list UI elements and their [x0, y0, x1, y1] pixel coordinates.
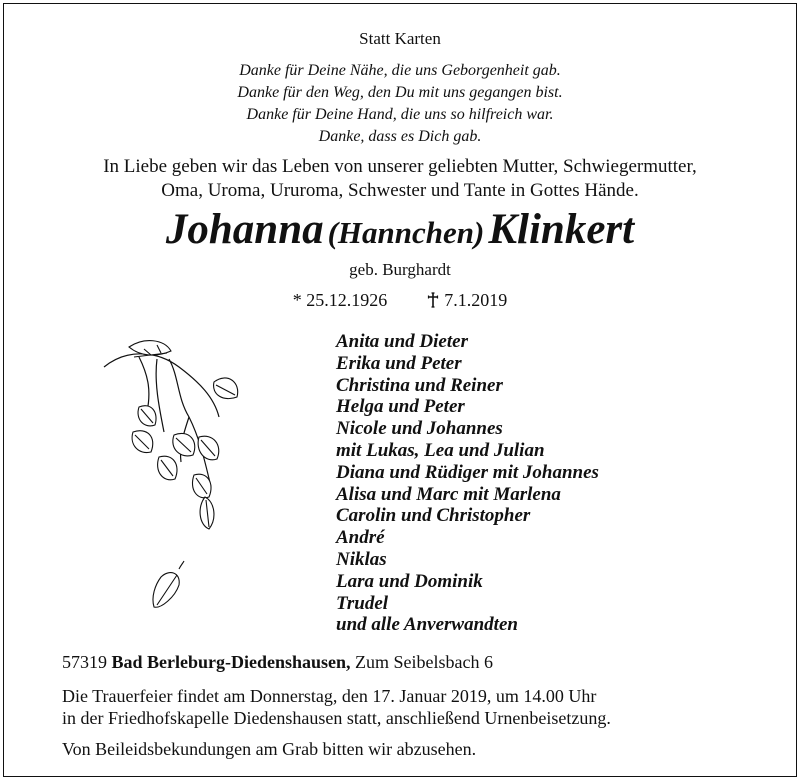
- list-item: Anita und Dieter: [336, 331, 468, 352]
- list-item: Trudel: [336, 592, 389, 614]
- intro-line: Oma, Uroma, Ururoma, Schwester und Tante in Gottes Hände.: [161, 180, 639, 201]
- address-street: Zum Seibelsbach 6: [355, 652, 494, 672]
- address-postcode: 57319: [62, 652, 107, 672]
- life-dates: [4, 290, 796, 311]
- obituary-notice: [3, 3, 797, 777]
- address-place: Bad Berleburg-Diedenshausen,: [111, 652, 351, 672]
- mourner-list: [336, 331, 599, 636]
- nickname: (Hannchen): [327, 215, 485, 250]
- poem-line: Danke für Deine Nähe, die uns Geborgenheit gab.: [239, 62, 561, 79]
- poem: [4, 60, 796, 148]
- birth-date: * 25.12.1926: [292, 290, 388, 310]
- list-item: Carolin und Christopher: [336, 505, 531, 527]
- list-item: Lara und Dominik: [336, 570, 483, 592]
- funeral-line: Die Trauerfeier findet am Donnerstag, den 17. Januar 2019, um 14.00 Uhr: [62, 686, 597, 706]
- list-item: Niklas: [336, 548, 387, 570]
- cross-icon: [427, 292, 439, 308]
- list-item: Helga und Peter: [336, 396, 465, 418]
- first-name: Johanna: [165, 206, 324, 253]
- list-item: Erika und Peter: [336, 352, 462, 374]
- funeral-line: in der Friedhofskapelle Diedenshausen statt, anschließend Urnenbeisetzung.: [62, 708, 611, 728]
- list-item: Christina und Reiner: [336, 374, 503, 396]
- poem-line: Danke für den Weg, den Du mit uns gegangen bist.: [237, 84, 563, 101]
- list-item: und alle Anverwandten: [336, 614, 518, 636]
- list-item: Diana und Rüdiger mit Johannes: [336, 461, 599, 483]
- intro-text: [4, 155, 796, 203]
- condolence-note: Von Beileidsbekundungen am Grab bitten wir abzusehen.: [62, 739, 477, 759]
- maiden-name: geb. Burghardt: [349, 260, 451, 279]
- list-item: Nicole und Johannes: [336, 418, 503, 440]
- deceased-name: [4, 205, 796, 264]
- list-item: André: [336, 527, 385, 549]
- intro-line: In Liebe geben wir das Leben von unserer geliebten Mutter, Schwiegermutter,: [103, 156, 697, 177]
- list-item: Alisa und Marc mit Marlena: [336, 483, 561, 505]
- family-address: [62, 652, 493, 673]
- funeral-info: [62, 685, 611, 729]
- death-date: 7.1.2019: [444, 290, 508, 310]
- notice-header: Statt Karten: [359, 29, 441, 48]
- last-name: Klinkert: [488, 206, 635, 253]
- list-item: mit Lukas, Lea und Julian: [336, 439, 545, 461]
- poem-line: Danke für Deine Hand, die uns so hilfreich war.: [246, 106, 554, 123]
- leaf-branch-icon: [99, 337, 259, 617]
- poem-line: Danke, dass es Dich gab.: [318, 128, 482, 145]
